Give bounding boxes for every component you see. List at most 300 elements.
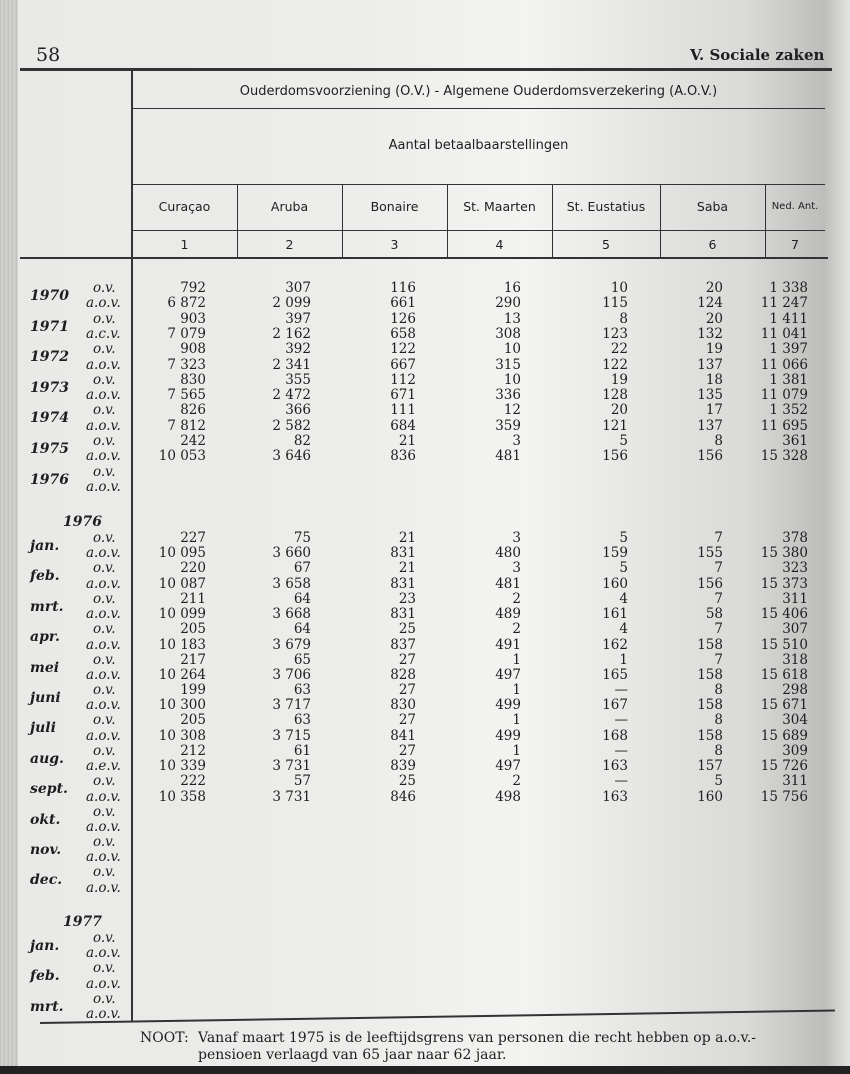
table-cell: 1 397 [769,341,808,358]
table-cell: 323 [782,560,808,577]
table-cell: 826 [180,402,206,419]
column-number: 6 [708,237,717,252]
row-group-month: jan. [30,538,60,554]
row-type-label: a.o.v. [86,945,121,962]
table-cell: 22 [610,341,628,358]
table-cell: 830 [180,371,206,388]
row-group-month: nov. [30,842,62,858]
table-cell: 4 [619,621,628,638]
table-cell: 18 [705,371,723,388]
table-cell: 158 [697,666,723,683]
table-cell: — [614,712,628,729]
table-cell: 5 [619,560,628,577]
row-type-label: o.v. [93,773,116,790]
table-cell: 7 [714,651,723,668]
table-cell: 121 [602,417,628,434]
section-year: 1976 [63,514,102,530]
row-type-label: a.o.v. [86,478,121,495]
row-group-month: jan. [30,938,60,954]
table-cell: 1 352 [769,402,808,419]
table-cell: 7 812 [167,417,206,434]
table-cell: 2 472 [272,387,311,404]
table-cell: 8 [714,742,723,759]
table-cell: 392 [285,341,311,358]
table-subtitle: Aantal betaalbaarstellingen [388,138,569,153]
table-cell: 122 [390,341,416,358]
table-cell: 10 053 [158,448,206,465]
table-cell: 137 [697,356,723,373]
column-header: Ned. Ant. [771,201,819,212]
table-top-rule [20,68,832,71]
table-cell: 11 079 [760,387,808,404]
table-cell: 837 [390,636,416,653]
table-cell: 132 [697,325,723,342]
table-cell: 15 618 [760,666,808,683]
row-type-label: a.o.v. [86,697,121,714]
column-header: Saba [696,199,729,214]
table-cell: 25 [398,621,416,638]
row-group-month: feb. [30,968,60,985]
table-cell: 397 [285,310,311,327]
table-cell: 2 162 [272,325,311,342]
table-cell: 58 [705,606,723,623]
table-cell: 15 689 [760,727,808,744]
table-title: Ouderdomsvoorziening (O.V.) - Algemene Ouderdomsverzekering (A.O.V.) [239,84,718,99]
row-group-month: okt. [30,811,61,828]
row-type-label: o.v. [93,310,116,327]
table-cell: 831 [390,545,416,562]
table-cell: 211 [180,590,206,607]
row-type-label: o.v. [93,930,116,946]
row-group-month: dec. [30,872,63,889]
table-cell: 159 [602,545,628,562]
table-cell: 671 [390,387,416,404]
table-cell: 499 [495,727,521,744]
footnote-text: Vanaf maart 1975 is de leeftijdsgrens van personen die recht hebben op a.o.v.-pensioen verlaagd van 65 jaar naar 62 jaar. [198,1030,757,1063]
table-cell: 21 [398,560,416,577]
row-type-label: a.o.v. [86,448,121,465]
table-cell: 658 [390,325,416,342]
table-cell: 3 646 [272,448,311,465]
table-cell: 497 [495,758,521,775]
table-cell: 227 [180,530,206,546]
table-cell: 311 [782,773,808,790]
column-divider [765,185,766,257]
row-type-label: a.o.v. [86,575,121,592]
table-cell: 7 [714,590,723,607]
table-cell: 846 [390,788,416,805]
table-cell: 165 [602,666,628,683]
table-cell: 222 [180,773,206,790]
row-type-label: o.v. [93,590,116,607]
table-cell: 158 [697,636,723,653]
table-cell: 6 872 [167,295,206,312]
column-header: St. Eustatius [566,199,646,214]
row-type-label: o.v. [93,341,116,358]
table-cell: 2 341 [272,356,311,373]
header-bottom-rule [20,257,828,259]
table-cell: 839 [390,758,416,775]
table-cell: 290 [495,295,521,312]
row-type-label: o.v. [93,402,116,419]
table-cell: 15 671 [760,697,808,714]
row-group-month: mrt. [30,998,64,1015]
table-cell: 2 [512,621,521,638]
table-cell: 1 [512,682,521,698]
table-cell: 157 [697,758,723,775]
table-cell: 366 [285,402,311,419]
row-type-label: a.o.v. [86,849,121,866]
table-cell: 10 [610,280,628,296]
row-type-label: a.o.v. [86,606,121,623]
table-cell: 168 [602,727,628,744]
table-cell: 2 582 [272,417,311,434]
row-group-year: 1976 [30,471,69,488]
table-cell: 122 [602,356,628,373]
table-cell: 15 328 [760,448,808,465]
row-type-label: o.v. [93,712,116,729]
row-type-label: a.o.v. [86,818,121,835]
table-cell: 498 [495,788,521,805]
row-type-label: o.v. [93,651,116,668]
table-cell: 25 [398,773,416,790]
row-type-label: a.o.v. [86,545,121,562]
header-rule [132,184,825,185]
row-type-label: a.o.v. [86,295,121,312]
table-cell: 667 [390,356,416,373]
table-cell: 124 [697,295,723,312]
table-cell: 903 [180,310,206,327]
table-cell: 116 [390,280,416,296]
table-bottom-rule [40,1010,835,1024]
table-cell: 3 731 [272,788,311,805]
row-type-label: a.o.v. [86,636,121,653]
table-cell: 10 095 [158,545,206,562]
table-cell: 831 [390,575,416,592]
table-cell: 15 373 [760,575,808,592]
table-cell: 75 [293,530,311,546]
table-cell: 841 [390,727,416,744]
table-cell: 20 [705,280,723,296]
table-cell: 156 [697,575,723,592]
row-group-year: 1972 [30,349,69,366]
row-group-month: aug. [30,750,64,767]
table-cell: 7 [714,530,723,546]
column-divider [237,185,238,257]
table-cell: 298 [782,682,808,698]
table-cell: 21 [398,433,416,449]
table-cell: 27 [398,712,416,729]
table-cell: — [614,773,628,790]
row-type-label: o.v. [93,803,116,820]
header-rule [132,230,825,231]
table-cell: 792 [180,280,206,296]
row-type-label: a.o.v. [86,417,121,434]
section-year: 1977 [63,914,102,930]
table-cell: 61 [293,742,311,759]
column-number: 7 [791,237,799,252]
table-cell: 5 [619,433,628,449]
table-cell: 63 [293,682,311,698]
column-header: St. Maarten [463,199,536,214]
table-cell: 684 [390,417,416,434]
table-cell: 155 [697,545,723,562]
table-cell: 1 [512,651,521,668]
table-cell: 7 [714,560,723,577]
table-cell: — [614,682,628,698]
table-cell: 128 [602,387,628,404]
table-cell: 199 [180,682,206,698]
table-cell: 3 717 [272,697,311,714]
row-type-label: o.v. [93,960,116,977]
table-cell: 217 [180,651,206,668]
table-cell: 7 565 [167,387,206,404]
row-group-year: 1973 [30,379,69,396]
table-cell: 162 [602,636,628,653]
table-cell: 63 [293,712,311,729]
table-cell: 480 [495,545,521,562]
table-cell: 27 [398,742,416,759]
table-cell: 908 [180,341,206,358]
column-divider [342,185,343,257]
table-cell: 3 660 [272,545,311,562]
table-cell: 13 [503,310,521,327]
column-header: Aruba [270,199,309,214]
table-cell: 205 [180,621,206,638]
table-cell: 315 [495,356,521,373]
table-cell: 27 [398,682,416,698]
footnote-label: NOOT: [140,1030,189,1046]
table-cell: 355 [285,371,311,388]
table-cell: 1 381 [769,371,808,388]
table-cell: 11 066 [760,356,808,373]
table-cell: 3 731 [272,758,311,775]
table-cell: 82 [293,433,311,449]
table-cell: 11 247 [760,295,808,312]
table-cell: 212 [180,742,206,759]
row-type-label: a.o.v. [86,1006,121,1023]
row-group-month: mrt. [30,598,64,615]
table-cell: 156 [697,448,723,465]
row-type-label: o.v. [93,371,116,388]
table-cell: 158 [697,697,723,714]
row-group-year: 1975 [30,441,69,457]
table-cell: 318 [782,651,808,668]
table-cell: 163 [602,758,628,775]
row-type-label: o.v. [93,834,116,850]
table-cell: 10 300 [158,697,206,714]
table-cell: 1 [512,712,521,729]
table-cell: 1 338 [769,280,808,296]
table-cell: 830 [390,697,416,714]
table-cell: 661 [390,295,416,312]
table-cell: 10 264 [158,666,206,683]
row-type-label: o.v. [93,621,116,638]
table-cell: 16 [503,280,521,296]
table-cell: 10 358 [158,788,206,805]
table-cell: 64 [293,621,311,638]
table-cell: 161 [602,606,628,623]
table-cell: 836 [390,448,416,465]
table-cell: 3 706 [272,666,311,683]
table-cell: 10 183 [158,636,206,653]
table-cell: 135 [697,387,723,404]
table-cell: 491 [495,636,521,653]
table-cell: 20 [610,402,628,419]
table-cell: 481 [495,448,521,465]
table-cell: 5 [619,530,628,546]
table-cell: 12 [503,402,521,419]
column-divider [447,185,448,257]
table-cell: 115 [602,295,628,312]
row-type-label: o.v. [93,280,116,296]
table-cell: 163 [602,788,628,805]
row-type-label: o.v. [93,864,116,881]
column-header: Bonaire [370,199,419,214]
row-type-label: a.o.v. [86,788,121,805]
row-type-label: o.v. [93,560,116,577]
column-header: Curaçao [158,199,211,214]
table-cell: 307 [782,621,808,638]
table-cell: 15 756 [760,788,808,805]
row-type-label: a.o.v. [86,727,121,744]
row-type-label: o.v. [93,463,116,480]
table-cell: 5 [714,773,723,790]
table-cell: 308 [495,325,521,342]
table-cell: 10 [503,371,521,388]
row-type-label: o.v. [93,682,116,698]
row-group-month: apr. [30,629,60,646]
table-cell: 57 [293,773,311,790]
row-type-label: a.o.v. [86,879,121,896]
row-group-month: juni [30,690,61,706]
table-cell: 8 [714,433,723,449]
table-cell: 19 [610,371,628,388]
table-cell: 67 [293,560,311,577]
table-cell: 499 [495,697,521,714]
table-cell: 1 411 [769,310,808,327]
table-cell: 11 041 [760,325,808,342]
table-cell: 304 [782,712,808,729]
table-cell: 3 668 [272,606,311,623]
running-head: V. Sociale zaken [690,46,825,64]
table-cell: 359 [495,417,521,434]
column-number: 3 [390,237,399,252]
table-cell: 137 [697,417,723,434]
table-cell: 307 [285,280,311,296]
row-type-label: a.c.v. [86,325,121,342]
table-cell: 3 [512,560,521,577]
table-cell: 2 [512,590,521,607]
book-page-edge [0,0,18,1074]
column-number: 5 [602,237,610,252]
table-cell: 15 726 [760,758,808,775]
table-cell: 828 [390,666,416,683]
table-cell: 3 [512,530,521,546]
table-cell: 497 [495,666,521,683]
table-cell: 11 695 [760,417,808,434]
table-cell: 831 [390,606,416,623]
table-cell: 17 [705,402,723,419]
table-cell: 10 099 [158,606,206,623]
table-cell: 23 [398,590,416,607]
row-type-label: o.v. [93,530,116,546]
table-cell: 3 715 [272,727,311,744]
table-cell: 111 [390,402,416,419]
table-cell: 8 [714,682,723,698]
row-group-year: 1971 [30,318,69,335]
page-number: 58 [36,44,61,66]
table-cell: 10 [503,341,521,358]
footnote [140,1030,758,1064]
row-group-month: sept. [30,781,68,798]
table-cell: 361 [782,433,808,449]
table-cell: 65 [293,651,311,668]
table-cell: 311 [782,590,808,607]
table-cell: 10 087 [158,575,206,592]
column-divider [552,185,553,257]
row-group-month: feb. [30,568,60,585]
table-cell: 8 [714,712,723,729]
column-number: 4 [495,237,504,252]
table-cell: 481 [495,575,521,592]
table-cell: 3 [512,433,521,449]
table-cell: 27 [398,651,416,668]
row-type-label: a.o.v. [86,666,121,683]
table-cell: 64 [293,590,311,607]
table-cell: 3 658 [272,575,311,592]
table-cell: 1 [512,742,521,759]
table-cell: 220 [180,560,206,577]
header-rule [132,108,825,109]
row-type-label: a.o.v. [86,975,121,992]
table-cell: 156 [602,448,628,465]
table-cell: 160 [697,788,723,805]
table-cell: 242 [180,433,206,449]
table-cell: 8 [619,310,628,327]
table-cell: 7 [714,621,723,638]
table-cell: 1 [619,651,628,668]
table-cell: 7 323 [167,356,206,373]
row-group-year: 1970 [30,288,69,304]
table-cell: 20 [705,310,723,327]
column-number: 2 [285,237,294,252]
table-cell: 167 [602,697,628,714]
table-cell: 2 099 [272,295,311,312]
table-cell: 3 679 [272,636,311,653]
table-cell: 489 [495,606,521,623]
row-group-month: juli [30,720,56,737]
table-cell: 15 380 [760,545,808,562]
table-cell: 112 [390,371,416,388]
table-cell: 7 079 [167,325,206,342]
row-group-month: mei [30,659,60,676]
table-cell: 2 [512,773,521,790]
table-cell: 10 308 [158,727,206,744]
table-cell: 4 [619,590,628,607]
table-cell: 160 [602,575,628,592]
table-cell: 10 339 [158,758,206,775]
row-type-label: a.o.v. [86,356,121,373]
row-type-label: o.v. [93,742,116,759]
scan-border [0,1066,850,1074]
table-cell: 205 [180,712,206,729]
column-divider [660,185,661,257]
table-cell: 309 [782,742,808,759]
table-cell: 15 406 [760,606,808,623]
table-cell: 19 [705,341,723,358]
table-cell: 158 [697,727,723,744]
